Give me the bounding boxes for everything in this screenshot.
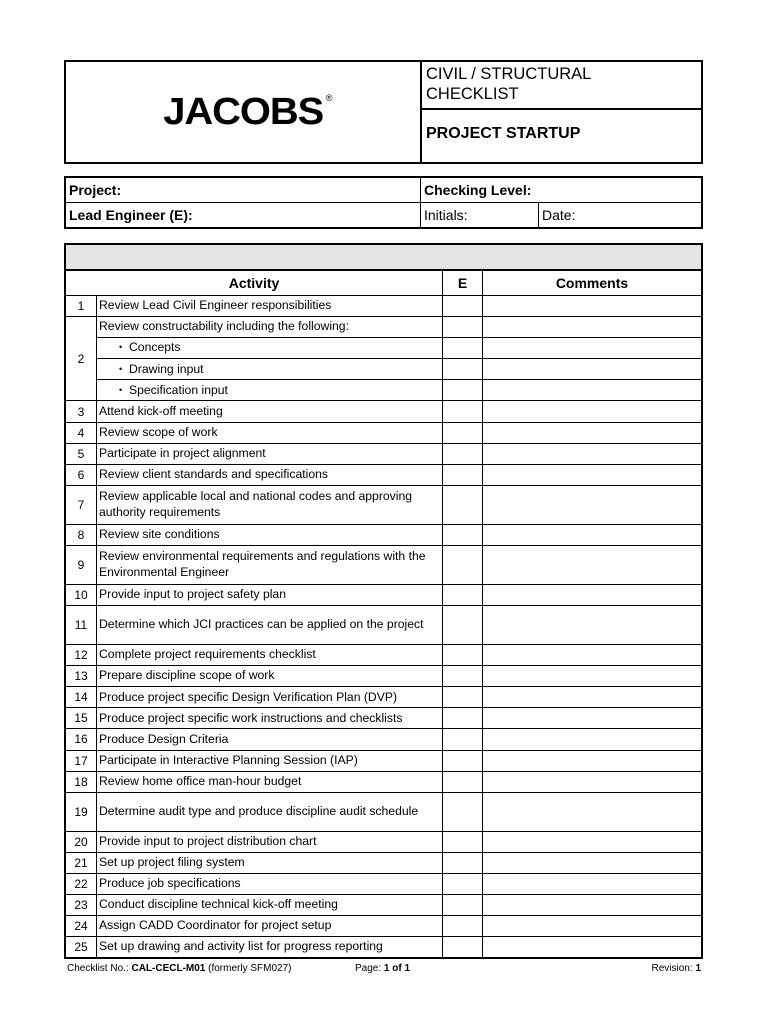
row-number: 22 (65, 873, 97, 894)
row-number: 19 (65, 792, 97, 831)
engineer-check-cell[interactable] (443, 317, 483, 338)
comments-cell[interactable] (483, 545, 703, 584)
comments-cell[interactable] (483, 317, 703, 338)
checklist-row (65, 317, 702, 338)
header-block (64, 60, 703, 164)
activity-text: Review home office man-hour budget (97, 771, 443, 792)
checklist-row (65, 894, 702, 915)
column-header-activity: Activity (65, 270, 443, 296)
checklist-row (65, 422, 702, 443)
engineer-check-cell[interactable] (443, 584, 483, 605)
revision (652, 963, 701, 974)
bullet-icon: • (119, 342, 123, 353)
checklist-row (65, 443, 702, 464)
engineer-check-cell[interactable] (443, 464, 483, 485)
comments-cell[interactable] (483, 771, 703, 792)
row-number: 25 (65, 937, 97, 959)
checklist-row (65, 831, 702, 852)
row-number: 23 (65, 894, 97, 915)
comments-cell[interactable] (483, 464, 703, 485)
checklist-row (65, 606, 702, 645)
comments-cell[interactable] (483, 401, 703, 422)
engineer-check-cell[interactable] (443, 852, 483, 873)
engineer-check-cell[interactable] (443, 359, 483, 380)
row-number: 11 (65, 606, 97, 645)
comments-cell[interactable] (483, 443, 703, 464)
column-header-comments: Comments (483, 270, 703, 296)
project-field[interactable]: Project: (65, 177, 421, 203)
activity-text: Review client standards and specifications (97, 464, 443, 485)
engineer-check-cell[interactable] (443, 687, 483, 708)
engineer-check-cell[interactable] (443, 771, 483, 792)
activity-text: Provide input to project distribution chart (97, 831, 443, 852)
engineer-check-cell[interactable] (443, 422, 483, 443)
comments-cell[interactable] (483, 852, 703, 873)
checklist-subrow (65, 338, 702, 359)
activity-text: Complete project requirements checklist (97, 645, 443, 666)
comments-cell[interactable] (483, 750, 703, 771)
activity-text: Participate in project alignment (97, 443, 443, 464)
checklist-row (65, 873, 702, 894)
checklist-number-value: CAL-CECL-M01 (131, 963, 206, 974)
row-number: 9 (65, 545, 97, 584)
row-number: 4 (65, 422, 97, 443)
row-number: 3 (65, 401, 97, 422)
checklist-row (65, 771, 702, 792)
company-logo (163, 90, 332, 134)
checklist-row (65, 687, 702, 708)
checklist-row (65, 937, 702, 959)
comments-cell[interactable] (483, 359, 703, 380)
row-number: 16 (65, 729, 97, 750)
checklist-row (65, 401, 702, 422)
row-number: 13 (65, 666, 97, 687)
engineer-check-cell[interactable] (443, 894, 483, 915)
checklist-row (65, 464, 702, 485)
engineer-check-cell[interactable] (443, 401, 483, 422)
checklist-row (65, 584, 702, 605)
sub-activity-text: Specification input (129, 382, 228, 397)
engineer-check-cell[interactable] (443, 708, 483, 729)
checklist-row (65, 666, 702, 687)
checklist-table (64, 243, 703, 959)
engineer-check-cell[interactable] (443, 606, 483, 645)
date-field[interactable]: Date: (539, 203, 703, 229)
row-number: 14 (65, 687, 97, 708)
comments-cell[interactable] (483, 916, 703, 937)
comments-cell[interactable] (483, 380, 703, 401)
document-title (421, 61, 702, 109)
checklist-row (65, 916, 702, 937)
row-number: 18 (65, 771, 97, 792)
activity-text: Participate in Interactive Planning Session (IAP) (97, 750, 443, 771)
comments-cell[interactable] (483, 729, 703, 750)
checklist-row (65, 792, 702, 831)
bullet-icon: • (119, 363, 123, 374)
activity-text: Review scope of work (97, 422, 443, 443)
comments-cell[interactable] (483, 422, 703, 443)
row-number: 1 (65, 296, 97, 317)
engineer-check-cell[interactable] (443, 645, 483, 666)
table-header-band (65, 244, 702, 270)
comments-cell[interactable] (483, 524, 703, 545)
initials-field[interactable]: Initials: (421, 203, 539, 229)
comments-cell[interactable] (483, 937, 703, 959)
activity-text: Attend kick-off meeting (97, 401, 443, 422)
activity-text: Provide input to project safety plan (97, 584, 443, 605)
activity-text: Produce job specifications (97, 873, 443, 894)
row-number: 24 (65, 916, 97, 937)
comments-cell[interactable] (483, 645, 703, 666)
activity-text: Assign CADD Coordinator for project setup (97, 916, 443, 937)
comments-cell[interactable] (483, 687, 703, 708)
activity-text: Set up drawing and activity list for progress reporting (97, 937, 443, 959)
project-info-block (64, 176, 703, 229)
sub-activity-text: Concepts (129, 340, 181, 355)
engineer-check-cell[interactable] (443, 666, 483, 687)
comments-cell[interactable] (483, 296, 703, 317)
activity-text: Conduct discipline technical kick-off meeting (97, 894, 443, 915)
page-number (355, 963, 410, 974)
logo-cell (65, 61, 421, 163)
activity-text: Produce project specific work instructions and checklists (97, 708, 443, 729)
bullet-icon: • (119, 384, 123, 395)
page-value: 1 of 1 (383, 963, 411, 974)
logo-wordmark: JACOBS (163, 90, 323, 133)
comments-cell[interactable] (483, 666, 703, 687)
activity-text: Review applicable local and national codes and approving authority requirements (97, 485, 443, 524)
comments-cell[interactable] (483, 873, 703, 894)
comments-cell[interactable] (483, 584, 703, 605)
engineer-check-cell[interactable] (443, 524, 483, 545)
comments-cell[interactable] (483, 338, 703, 359)
title-line-2: CHECKLIST (426, 85, 519, 103)
sub-activity (97, 338, 443, 359)
formerly-code: (formerly SFM027) (208, 963, 292, 974)
comments-cell[interactable] (483, 606, 703, 645)
revision-label: Revision: (651, 963, 693, 974)
row-number: 15 (65, 708, 97, 729)
sub-activity (97, 380, 443, 401)
checklist-row (65, 645, 702, 666)
engineer-check-cell[interactable] (443, 485, 483, 524)
checklist-row (65, 708, 702, 729)
activity-text: Review Lead Civil Engineer responsibilities (97, 296, 443, 317)
engineer-check-cell[interactable] (443, 831, 483, 852)
comments-cell[interactable] (483, 708, 703, 729)
page-label: Page: (355, 963, 382, 974)
engineer-check-cell[interactable] (443, 380, 483, 401)
checklist-row (65, 545, 702, 584)
engineer-check-cell[interactable] (443, 296, 483, 317)
checklist-row (65, 750, 702, 771)
row-number: 7 (65, 485, 97, 524)
engineer-check-cell[interactable] (443, 338, 483, 359)
row-number: 20 (65, 831, 97, 852)
row-number: 2 (65, 317, 97, 401)
column-header-e: E (443, 270, 483, 296)
checklist-subrow (65, 359, 702, 380)
checking-level-field[interactable]: Checking Level: (424, 182, 532, 198)
comments-cell[interactable] (483, 894, 703, 915)
checklist-row (65, 852, 702, 873)
engineer-check-cell[interactable] (443, 916, 483, 937)
activity-text: Determine which JCI practices can be applied on the project (97, 606, 443, 645)
checklist-row (65, 485, 702, 524)
engineer-check-cell[interactable] (443, 937, 483, 959)
checklist-row (65, 729, 702, 750)
activity-text: Prepare discipline scope of work (97, 666, 443, 687)
row-number: 10 (65, 584, 97, 605)
row-number: 17 (65, 750, 97, 771)
activity-text: Review environmental requirements and regulations with the Environmental Engineer (97, 545, 443, 584)
sub-activity-text: Drawing input (129, 361, 204, 376)
document-subtitle: PROJECT STARTUP (426, 125, 581, 142)
checklist-number (67, 963, 292, 974)
row-number: 6 (65, 464, 97, 485)
comments-cell[interactable] (483, 485, 703, 524)
activity-text: Produce project specific Design Verification Plan (DVP) (97, 687, 443, 708)
activity-text: Produce Design Criteria (97, 729, 443, 750)
row-number: 5 (65, 443, 97, 464)
activity-text: Determine audit type and produce discipline audit schedule (97, 792, 443, 831)
engineer-check-cell[interactable] (443, 545, 483, 584)
checklist-subrow (65, 380, 702, 401)
activity-text: Review constructability including the following: (97, 317, 443, 338)
sub-activity (97, 359, 443, 380)
comments-cell[interactable] (483, 831, 703, 852)
title-line-1: CIVIL / STRUCTURAL (426, 65, 592, 83)
lead-engineer-field[interactable]: Lead Engineer (E): (65, 203, 421, 229)
engineer-check-cell[interactable] (443, 873, 483, 894)
revision-value: 1 (695, 963, 701, 974)
registered-mark: ® (325, 92, 332, 103)
activity-text: Review site conditions (97, 524, 443, 545)
engineer-check-cell[interactable] (443, 729, 483, 750)
checklist-row (65, 296, 702, 317)
row-number: 8 (65, 524, 97, 545)
engineer-check-cell[interactable] (443, 443, 483, 464)
activity-text: Set up project filing system (97, 852, 443, 873)
engineer-check-cell[interactable] (443, 750, 483, 771)
row-number: 21 (65, 852, 97, 873)
engineer-check-cell[interactable] (443, 792, 483, 831)
comments-cell[interactable] (483, 792, 703, 831)
checklist-number-label: Checklist No.: (67, 963, 129, 974)
checklist-row (65, 524, 702, 545)
row-number: 12 (65, 645, 97, 666)
